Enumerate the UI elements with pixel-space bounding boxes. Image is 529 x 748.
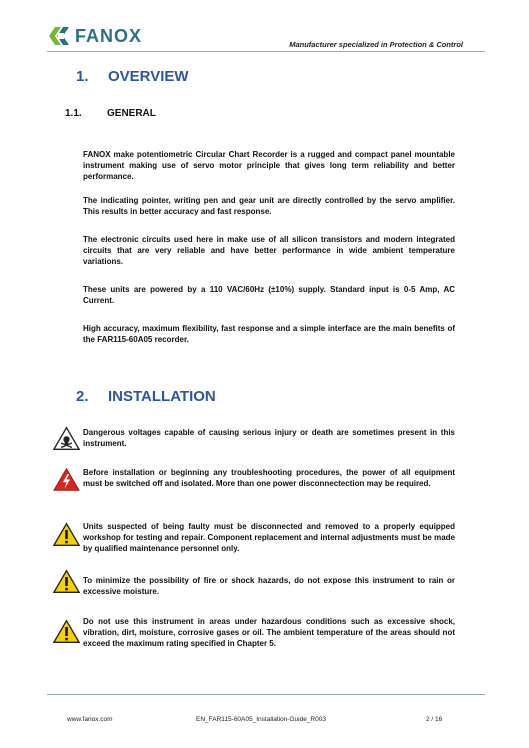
section-1-heading	[76, 68, 189, 85]
section-2-heading	[76, 388, 216, 405]
section-1-1-number: 1.1.	[65, 108, 82, 119]
warning-text-2: Before installation or beginning any troubleshooting procedures, the power of all equipment must be switched off and isolated. More than one power disconnectection may be required.	[83, 468, 455, 488]
footer-divider	[47, 694, 485, 695]
logo-text: FANOX	[75, 25, 143, 46]
warning-text-1: Dangerous voltages capable of causing serious injury or death are sometimes present in this instrument.	[83, 428, 455, 448]
paragraph-4: These units are powered by a 110 VAC/60Hz (±10%) supply. Standard input is 0-5 Amp, AC Current.	[83, 285, 455, 305]
warning-text-5: Do not use this instrument in areas under hazardous conditions such as excessive shock, vibration, dirt, moisture, corrosive gases or oil. The ambient temperature of the areas should not exceed the maximum rating specified in Chapter 5.	[83, 617, 455, 648]
footer-document-id: EN_FAR115-60A05_Installation-Guide_R003	[196, 716, 326, 723]
section-1-1-title: GENERAL	[107, 108, 156, 119]
caution-icon	[53, 568, 80, 595]
footer-website: www.fanox.com	[67, 716, 113, 723]
high-voltage-icon	[53, 466, 80, 493]
section-2-title: INSTALLATION	[108, 388, 216, 405]
section-2-number: 2.	[76, 388, 89, 405]
paragraph-3: The electronic circuits used here in make use of all silicon transistors and modern integrated circuits that are very reliable and have better performance in wide ambient temperature variations.	[83, 235, 455, 266]
fanox-logo-mark-icon	[47, 25, 73, 47]
warning-text-3: Units suspected of being faulty must be disconnected and removed to a properly equipped workshop for testing and repair. Component replacement and internal adjustments must be made by qualified maintenance personnel only.	[83, 522, 455, 553]
caution-icon	[53, 521, 80, 548]
skull-hazard-icon	[53, 425, 80, 452]
header-divider	[47, 51, 485, 52]
section-1-title: OVERVIEW	[108, 68, 189, 85]
paragraph-1: FANOX make potentiometric Circular Chart Recorder is a rugged and compact panel mountable instrument making use of servo motor principle that gives long term reliability and better performance.	[83, 150, 455, 181]
fanox-logo	[47, 25, 142, 47]
warning-text-4: To minimize the possibility of fire or shock hazards, do not expose this instrument to rain or excessive moisture.	[83, 576, 455, 596]
paragraph-2: The indicating pointer, writing pen and gear unit are directly controlled by the servo amplifier. This results in better accuracy and fast response.	[83, 196, 455, 216]
section-1-number: 1.	[76, 68, 89, 85]
paragraph-5: High accuracy, maximum flexibility, fast response and a simple interface are the main benefits of the FAR115-60A05 recorder.	[83, 324, 455, 344]
footer-page-number: 2 / 16	[426, 716, 443, 723]
header-tagline: Manufacturer specialized in Protection & Control	[289, 40, 463, 49]
section-1-1-heading	[65, 108, 156, 119]
caution-icon	[53, 618, 80, 645]
